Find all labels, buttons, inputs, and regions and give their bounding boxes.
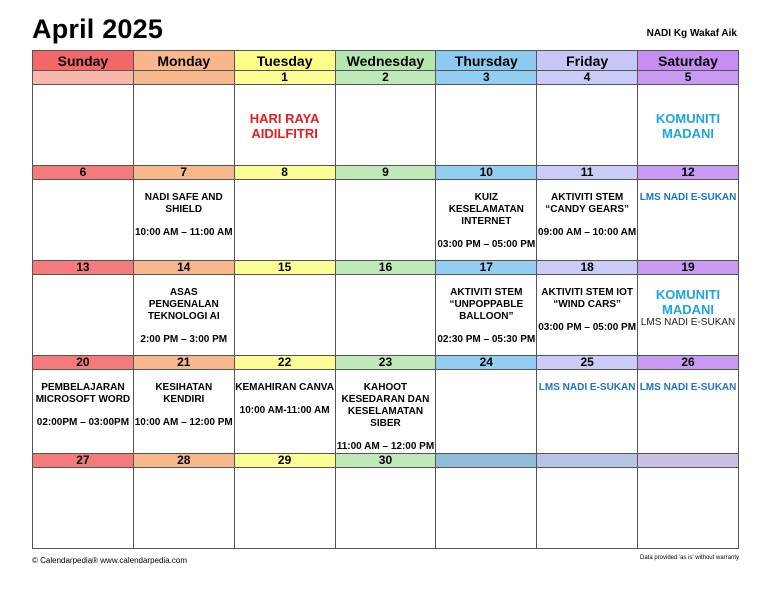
date-number	[436, 454, 537, 468]
event-title: KEMAHIRAN CANVA	[235, 382, 334, 393]
event-row	[33, 180, 739, 261]
date-number: 16	[335, 261, 436, 275]
day-cell[interactable]	[537, 85, 638, 166]
date-number: 7	[133, 166, 234, 180]
day-cell[interactable]	[335, 85, 436, 166]
event-time: 02:00PM – 03:00PM	[36, 417, 130, 428]
date-row	[33, 356, 739, 370]
event	[638, 111, 738, 141]
event-title: KOMUNITI MADANI	[655, 287, 721, 317]
date-row	[33, 261, 739, 275]
event	[235, 111, 335, 141]
date-number: 3	[436, 71, 537, 85]
event-row	[33, 370, 739, 454]
day-cell[interactable]	[436, 468, 537, 549]
event-title: KOMUNITI MADANI	[655, 111, 721, 141]
event	[638, 287, 738, 329]
date-number: 28	[133, 454, 234, 468]
event-time: 02:30 PM – 05:30 PM	[437, 334, 536, 345]
day-cell[interactable]	[335, 370, 436, 454]
event-time: 03:00 PM – 05:00 PM	[437, 239, 536, 250]
organization-label: NADI Kg Wakaf Aik	[646, 28, 737, 39]
day-cell[interactable]	[234, 468, 335, 549]
day-cell[interactable]	[638, 85, 739, 166]
day-cell[interactable]	[638, 180, 739, 261]
date-number: 24	[436, 356, 537, 370]
date-number: 2	[335, 71, 436, 85]
event-time: 10:00 AM – 11:00 AM	[134, 227, 233, 238]
date-number: 19	[638, 261, 739, 275]
day-cell[interactable]	[537, 180, 638, 261]
date-number: 22	[234, 356, 335, 370]
date-row	[33, 166, 739, 180]
date-number: 14	[133, 261, 234, 275]
date-number: 6	[33, 166, 134, 180]
event-title: LMS NADI E-SUKAN	[538, 382, 636, 393]
day-cell[interactable]	[436, 85, 537, 166]
day-cell[interactable]	[335, 275, 436, 356]
date-number: 11	[537, 166, 638, 180]
event-row	[33, 468, 739, 549]
event-title: ASAS PENGENALAN TEKNOLOGI AI	[147, 287, 220, 322]
day-cell[interactable]	[638, 468, 739, 549]
date-number: 4	[537, 71, 638, 85]
event-subtitle: LMS NADI E-SUKAN	[640, 317, 736, 328]
weekday-monday: Monday	[133, 51, 234, 71]
date-number: 17	[436, 261, 537, 275]
day-cell[interactable]	[133, 180, 234, 261]
event-time: 03:00 PM – 05:00 PM	[538, 322, 637, 333]
event	[436, 192, 536, 251]
event	[235, 382, 335, 417]
date-number: 15	[234, 261, 335, 275]
event	[537, 382, 637, 394]
event	[537, 287, 637, 334]
event-title: LMS NADI E-SUKAN	[639, 192, 737, 203]
day-cell[interactable]	[638, 275, 739, 356]
day-cell[interactable]	[537, 275, 638, 356]
day-cell[interactable]	[436, 370, 537, 454]
date-number: 10	[436, 166, 537, 180]
event-time: 10:00 AM-11:00 AM	[239, 405, 330, 416]
day-cell[interactable]	[133, 275, 234, 356]
event-title: KUIZ KESELAMATAN INTERNET	[448, 192, 524, 227]
day-cell[interactable]	[436, 275, 537, 356]
day-cell[interactable]	[234, 275, 335, 356]
event-time: 11:00 AM – 12:00 PM	[336, 441, 435, 452]
day-cell[interactable]	[33, 468, 134, 549]
day-cell[interactable]	[436, 180, 537, 261]
date-number: 12	[638, 166, 739, 180]
event-time: 09:00 AM – 10:00 AM	[538, 227, 637, 238]
date-number	[537, 454, 638, 468]
day-cell[interactable]	[234, 370, 335, 454]
day-cell[interactable]	[133, 85, 234, 166]
event-title: AKTIVITI STEM “CANDY GEARS”	[545, 192, 629, 215]
date-number: 30	[335, 454, 436, 468]
event	[336, 382, 436, 453]
day-cell[interactable]	[33, 275, 134, 356]
footer-credit: © Calendarpedia® www.calendarpedia.com	[32, 556, 187, 565]
event-title: AKTIVITI STEM IOT “WIND CARS”	[541, 287, 633, 310]
date-number: 27	[33, 454, 134, 468]
date-number: 1	[234, 71, 335, 85]
date-number: 21	[133, 356, 234, 370]
day-cell[interactable]	[33, 85, 134, 166]
date-number: 13	[33, 261, 134, 275]
date-number: 20	[33, 356, 134, 370]
event-time: 10:00 AM – 12:00 PM	[134, 417, 233, 428]
event-row	[33, 85, 739, 166]
date-number: 8	[234, 166, 335, 180]
date-number: 23	[335, 356, 436, 370]
event-title: PEMBELAJARAN MICROSOFT WORD	[35, 382, 131, 405]
event	[436, 287, 536, 346]
event	[134, 287, 234, 346]
event-time: 2:00 PM – 3:00 PM	[140, 334, 228, 345]
day-cell[interactable]	[335, 180, 436, 261]
day-cell[interactable]	[335, 468, 436, 549]
event-title: AKTIVITI STEM “UNPOPPABLE BALLOON”	[449, 287, 524, 322]
date-number: 5	[638, 71, 739, 85]
weekday-sunday: Sunday	[33, 51, 134, 71]
weekday-wednesday: Wednesday	[335, 51, 436, 71]
event	[638, 382, 738, 394]
date-number: 18	[537, 261, 638, 275]
day-cell[interactable]	[33, 180, 134, 261]
weekday-friday: Friday	[537, 51, 638, 71]
day-cell[interactable]	[133, 370, 234, 454]
date-row	[33, 454, 739, 468]
event	[33, 382, 133, 429]
date-number	[133, 71, 234, 85]
date-number: 25	[537, 356, 638, 370]
date-row	[33, 71, 739, 85]
event	[134, 192, 234, 239]
day-cell[interactable]	[537, 468, 638, 549]
weekday-header-row	[33, 51, 739, 71]
day-cell[interactable]	[33, 370, 134, 454]
weekday-tuesday: Tuesday	[234, 51, 335, 71]
event-title: NADI SAFE AND SHIELD	[144, 192, 223, 215]
day-cell[interactable]	[234, 180, 335, 261]
event-title: HARI RAYA AIDILFITRI	[249, 111, 320, 141]
date-number	[638, 454, 739, 468]
day-cell[interactable]	[638, 370, 739, 454]
event-title: KESIHATAN KENDIRI	[155, 382, 213, 405]
date-number: 9	[335, 166, 436, 180]
date-number: 26	[638, 356, 739, 370]
event	[134, 382, 234, 429]
day-cell[interactable]	[234, 85, 335, 166]
event	[638, 192, 738, 204]
event	[537, 192, 637, 239]
event-title: KAHOOT KESEDARAN DAN KESELAMATAN SIBER	[341, 382, 430, 429]
calendar-grid	[32, 50, 739, 549]
date-number	[33, 71, 134, 85]
event-title: LMS NADI E-SUKAN	[639, 382, 737, 393]
event-row	[33, 275, 739, 356]
weekday-thursday: Thursday	[436, 51, 537, 71]
day-cell[interactable]	[133, 468, 234, 549]
page-title: April 2025	[32, 14, 164, 44]
weekday-saturday: Saturday	[638, 51, 739, 71]
date-number: 29	[234, 454, 335, 468]
day-cell[interactable]	[537, 370, 638, 454]
footer-disclaimer: Data provided 'as is' without warranty	[639, 555, 739, 561]
